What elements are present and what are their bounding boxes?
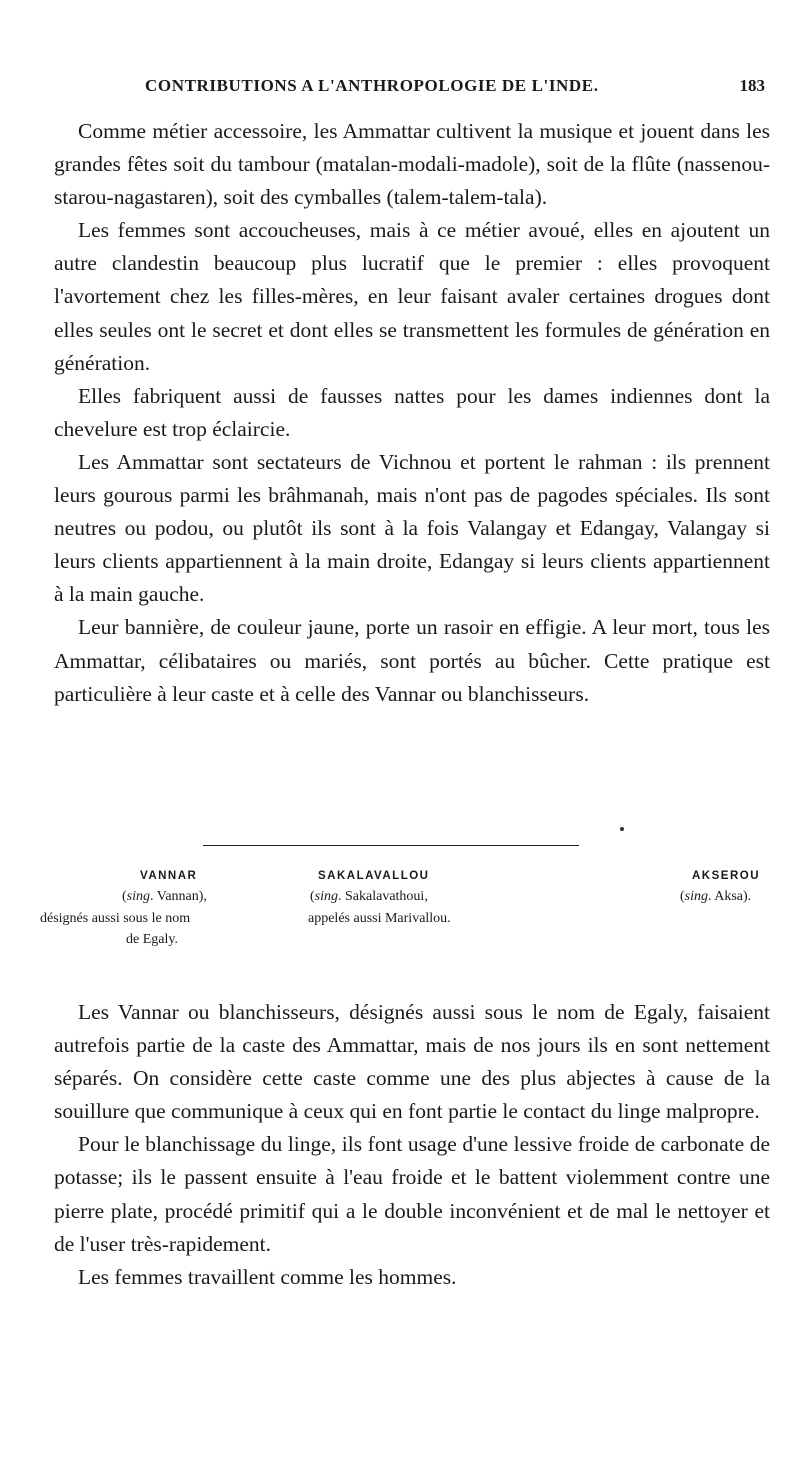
section-divider <box>203 845 579 846</box>
paragraph: Les femmes sont accoucheuses, mais à ce métier avoué, elles en ajoutent un autre clandestin beaucoup plus lucratif que le premier : elles provoquent l'avortement chez les filles-mères, en leur faisant avaler certaines drogues dont elles seules ont le secret et dont elles se transmettent les formules de génération en génération. <box>54 218 770 375</box>
paragraph: Pour le blanchissage du linge, ils font usage d'une lessive froide de carbonate de potasse; ils le passent ensuite à l'eau froide et le battent violemment contre une pierre plate, procédé primitif qui a le double inconvénient et de mal le nettoyer et de l'user très-rapidement. <box>54 1132 770 1256</box>
paragraph: Les Ammattar sont sectateurs de Vichnou et portent le rahman : ils prennent leurs gourous parmi les brâhmanah, mais n'ont pas de pagodes spéciales. Ils sont neutres ou podou, ou plutôt ils sont à la fois Valangay et Edangay, Valangay si leurs clients appartiennent à la main droite, Edangay si leurs clients appartiennent à la main gauche. <box>54 449 770 607</box>
page-number: 183 <box>739 76 765 95</box>
caste-column-akserou <box>600 870 770 908</box>
paragraph: Comme métier accessoire, les Ammattar cultivent la musique et jouent dans les grandes fêtes soit du tambour (matalan-modali-madole), soit de la flûte (nassenou-starou-nagastaren), soit des cymballes (talem-talem-tala). <box>54 119 770 210</box>
caste-name: VANNAR <box>140 870 198 882</box>
text-block-top <box>54 115 770 711</box>
paragraph: Les Vannar ou blanchisseurs, désignés aussi sous le nom de Egaly, faisaient autrefois partie de la caste des Ammattar, mais de nos jours ils en sont nettement séparés. On considère cette caste comme une des plus abjectes à cause de la souillure que communique à ceux qui en font partie le contact du linge malpropre. <box>54 1000 770 1124</box>
caste-subdivisions <box>40 870 770 980</box>
caste-name: AKSEROU <box>692 870 761 882</box>
paragraph: Elles fabriquent aussi de fausses nattes pour les dames indiennes dont la chevelure est trop éclaircie. <box>54 383 770 441</box>
paragraph: Les femmes travaillent comme les hommes. <box>78 1264 457 1289</box>
caste-singular: (sing. Vannan), <box>122 889 207 904</box>
caste-note: désignés aussi sous le nom de Egaly. <box>40 911 191 947</box>
caste-column-sakalavallou <box>308 870 548 929</box>
page-header <box>145 76 765 104</box>
caste-column-vannar <box>40 870 280 950</box>
caste-name: SAKALAVALLOU <box>318 870 430 882</box>
text-block-bottom <box>54 996 770 1294</box>
caste-note: appelés aussi Marivallou. <box>308 911 451 926</box>
caste-singular: (sing. Aksa). <box>680 889 752 904</box>
paragraph: Leur bannière, de couleur jaune, porte un rasoir en effigie. A leur mort, tous les Ammattar, célibataires ou mariés, sont portés au bûcher. Cette pratique est particulière à leur caste et à celle des Vannar ou blanchisseurs. <box>54 615 770 706</box>
caste-singular: (sing. Sakalavathoui, <box>310 889 428 904</box>
running-title: CONTRIBUTIONS A L'ANTHROPOLOGIE DE L'INDE. <box>145 76 599 95</box>
ink-speck <box>620 827 624 831</box>
